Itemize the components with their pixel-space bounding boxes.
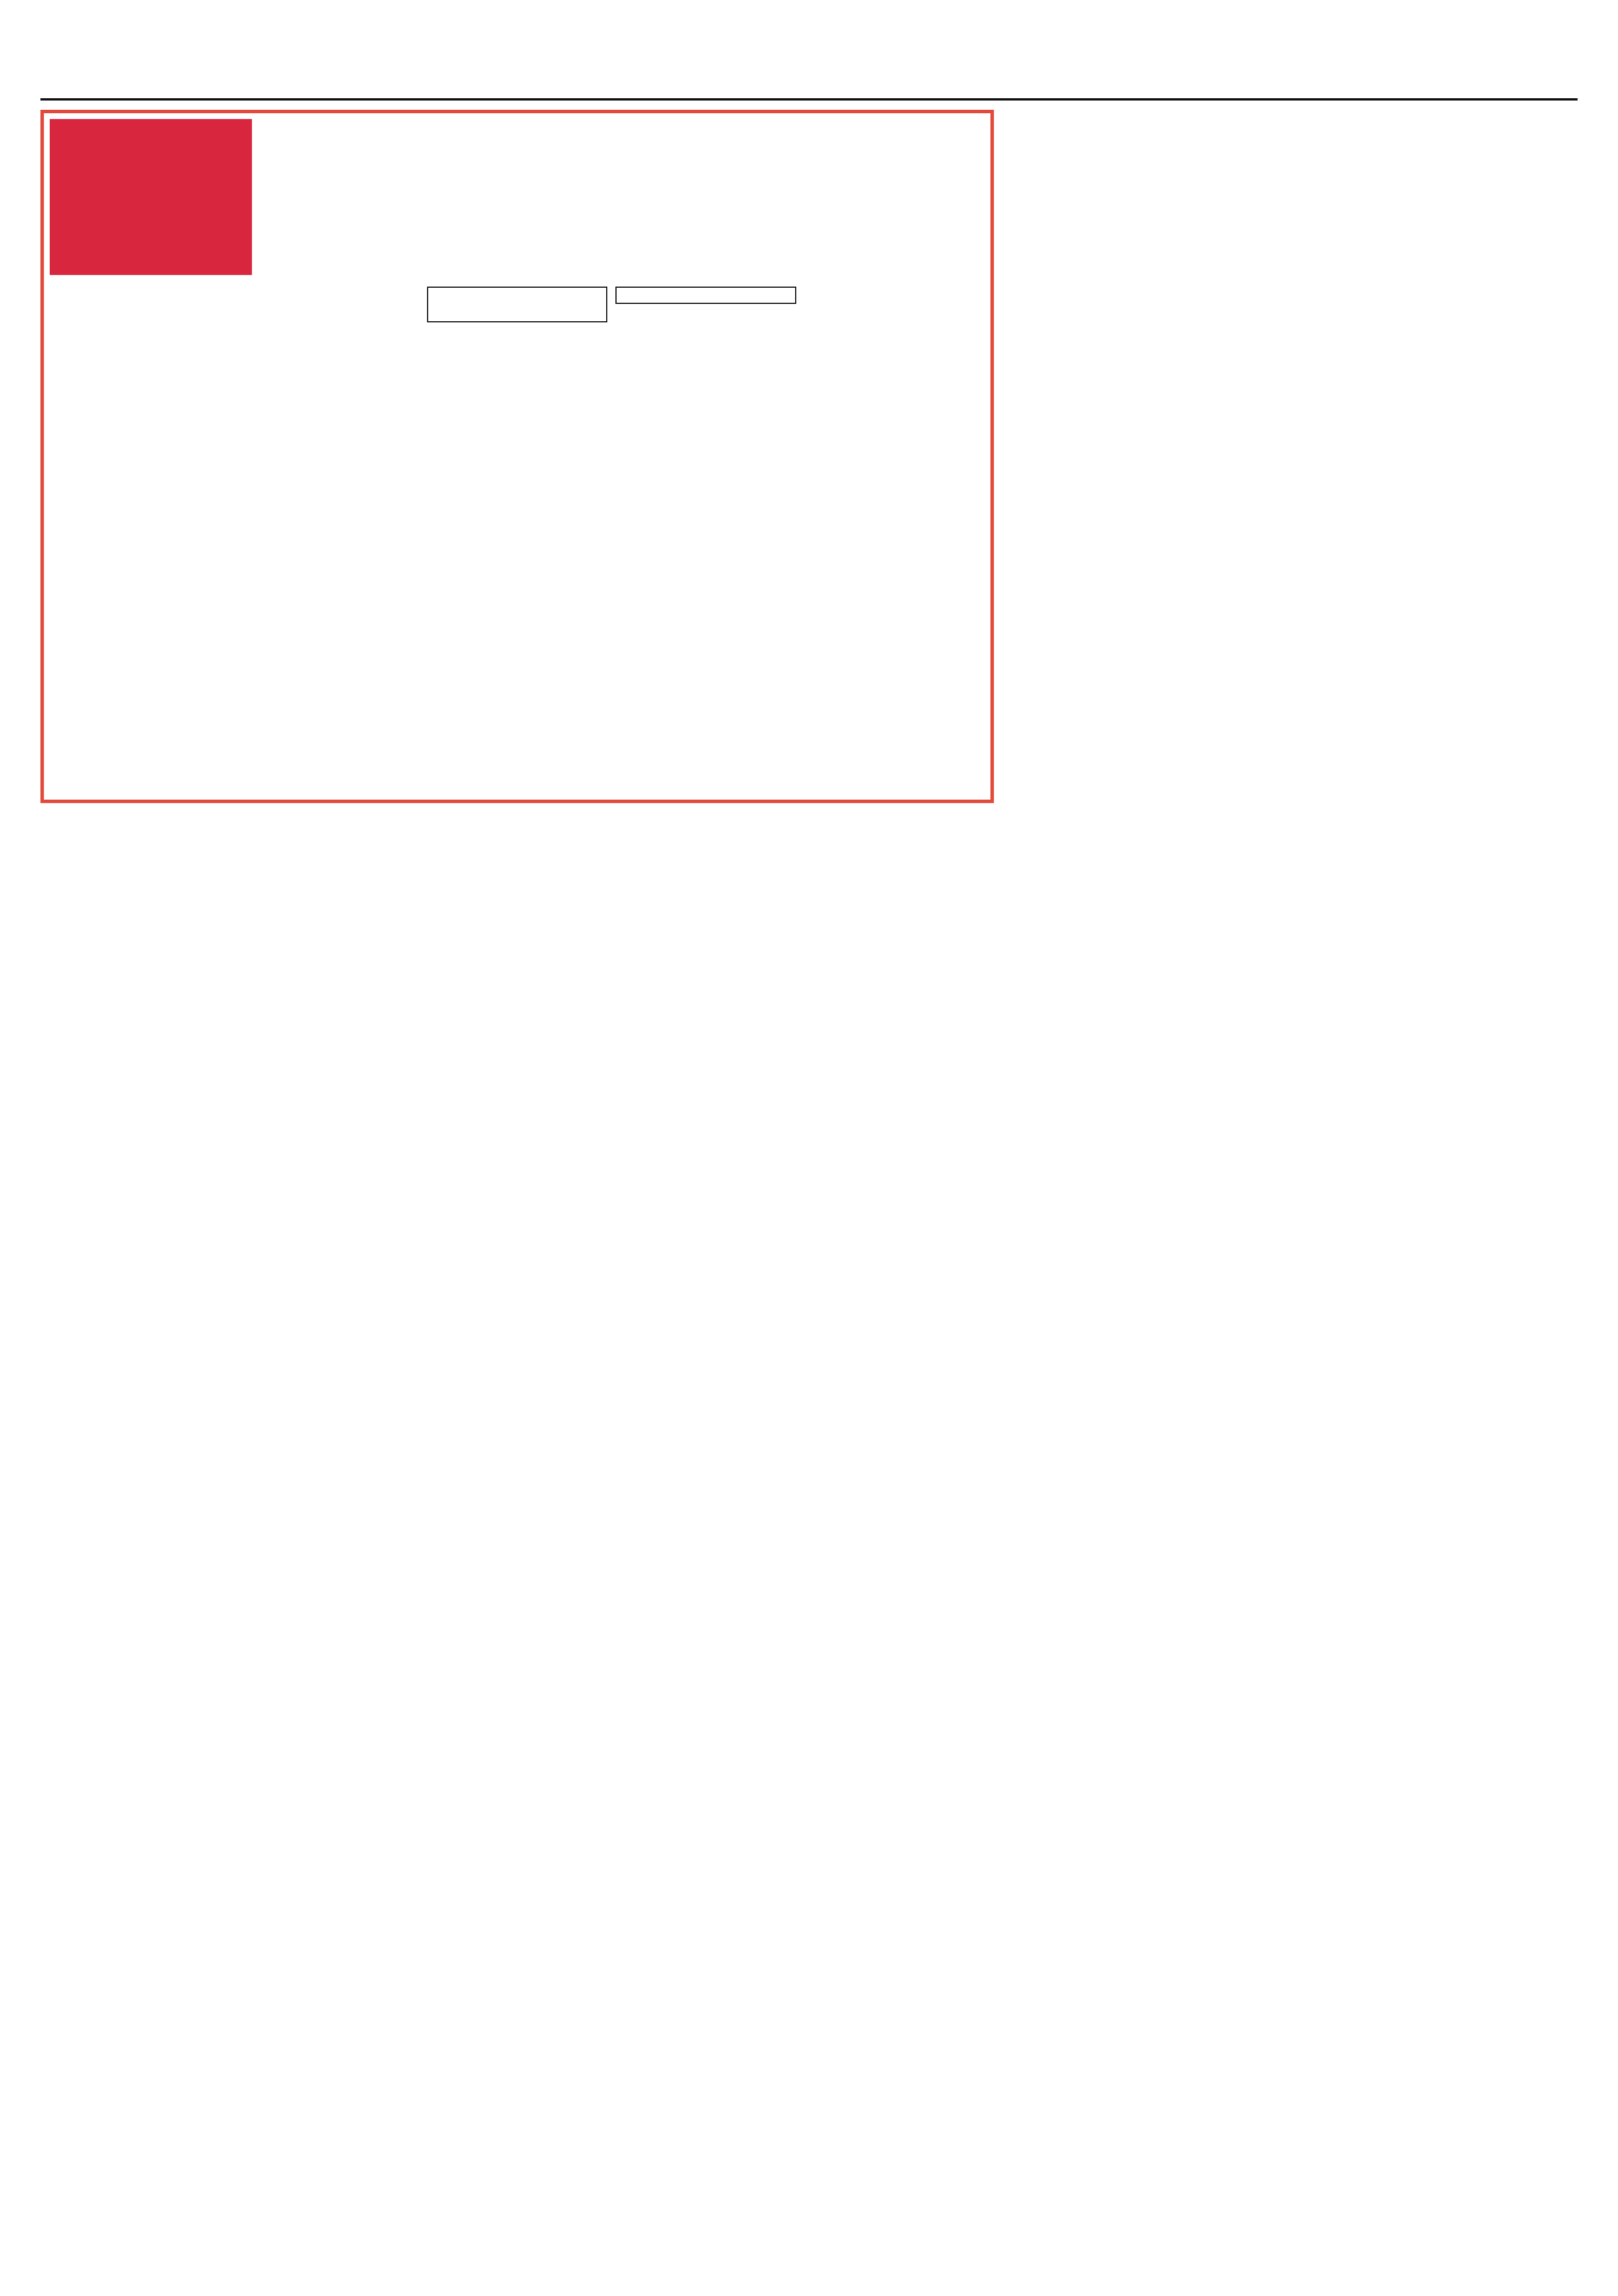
- table-cell: [489, 311, 545, 315]
- lead-col-1: [50, 287, 230, 593]
- table-row: [434, 302, 600, 306]
- lead-columns: [50, 287, 985, 593]
- table-cell: [489, 306, 545, 311]
- lead-stat-table: [434, 297, 600, 315]
- table-row: [434, 311, 600, 315]
- table-cell: [545, 311, 600, 315]
- lead-col-4: [615, 287, 796, 593]
- lead-story: [40, 110, 994, 803]
- table-cell: [434, 311, 489, 315]
- lead-stat-header: [489, 297, 545, 302]
- table-cell: [434, 306, 489, 311]
- table-row: [434, 306, 600, 311]
- lead-col-3: [427, 287, 607, 593]
- table-cell: [545, 302, 600, 306]
- lead-stat-box: [427, 287, 607, 322]
- table-cell: [489, 302, 545, 306]
- lead-kicker: [50, 119, 252, 275]
- lead-col-5: [804, 287, 985, 593]
- lead-footer-banner: [50, 644, 985, 794]
- lead-col-2: [238, 287, 418, 593]
- lead-headline: [264, 119, 985, 275]
- header-rule: [40, 98, 1578, 101]
- table-cell: [434, 302, 489, 306]
- page-header: [0, 0, 1618, 81]
- lead-stat-header: [434, 297, 489, 302]
- surat-airport-box: [615, 287, 796, 304]
- table-cell: [545, 306, 600, 311]
- lead-stat-header: [545, 297, 600, 302]
